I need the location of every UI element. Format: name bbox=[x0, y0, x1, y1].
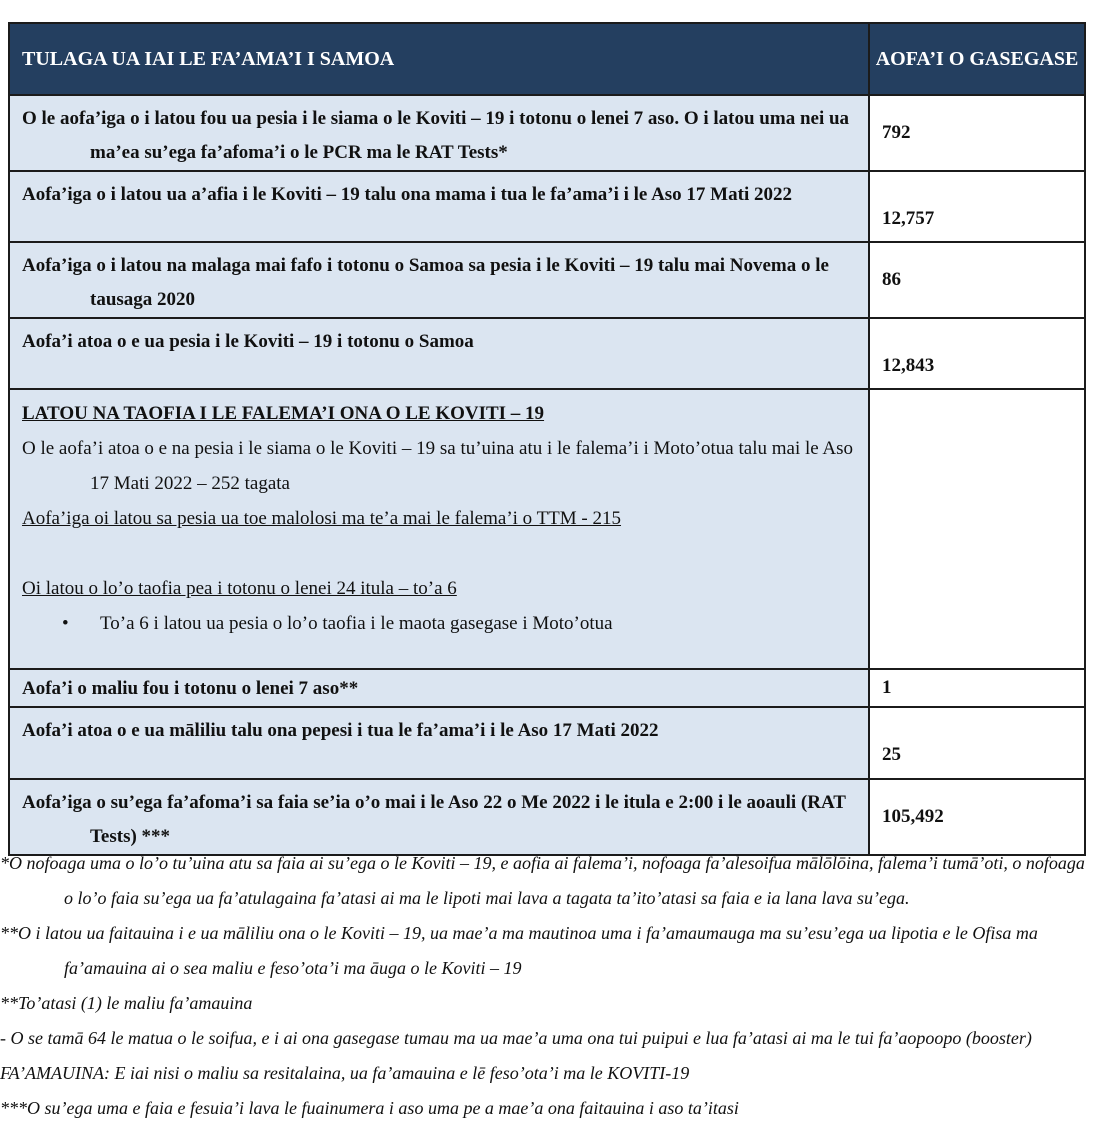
hospital-bullet-text: To’a 6 i latou ua pesia o lo’o taofia i le maota gasegase i Moto’otua bbox=[100, 613, 613, 634]
hospital-section bbox=[9, 389, 869, 669]
row-label bbox=[9, 171, 869, 242]
row-label-line1: Aofa’i o maliu fou i totonu o lenei 7 aso** bbox=[22, 678, 359, 699]
footnote-4: - O se tamā 64 le matua o le soifua, e i ai ona gasegase tumau ma ua mae’a uma ona tui puipui e lua fa’atasi ai ma le tui fa’aopoopo (booster) bbox=[0, 1028, 1032, 1048]
footnote-2-line2: fa’amauina ai o sea maliu e feso’ota’i ma āuga o le Koviti – 19 bbox=[64, 958, 522, 978]
table-row bbox=[9, 669, 1085, 707]
hospital-section-row bbox=[9, 389, 1085, 669]
hospital-section-title: LATOU NA TAOFIA I LE FALEMA’I ONA O LE KOVITI – 19 bbox=[22, 403, 545, 424]
hospital-total-line2: 17 Mati 2022 – 252 tagata bbox=[90, 473, 290, 494]
row-label-line1: O le aofa’iga o i latou fou ua pesia i le siama o le Koviti – 19 i totonu o lenei 7 aso. O i latou uma nei ua bbox=[22, 108, 850, 129]
hospital-bullet-item bbox=[22, 606, 858, 641]
hospital-current: Oi latou o lo’o taofia pea i totonu o lenei 24 itula – to’a 6 bbox=[22, 578, 457, 599]
header-status-label: TULAGA UA IAI LE FA’AMA’I I SAMOA bbox=[9, 23, 869, 95]
bullet-icon: • bbox=[62, 613, 69, 634]
row-value: 86 bbox=[869, 242, 1085, 318]
row-label bbox=[9, 707, 869, 779]
table-row bbox=[9, 318, 1085, 389]
table-header-row bbox=[9, 23, 1085, 95]
footnote-6: ***O su’ega uma e faia e fesuia’i lava le fuainumera i aso uma pe a mae’a ona faitauina i aso ta’itasi bbox=[0, 1098, 739, 1118]
row-value: 12,757 bbox=[869, 171, 1085, 242]
footnotes bbox=[0, 846, 1110, 1126]
row-label bbox=[9, 242, 869, 318]
row-value: 105,492 bbox=[869, 779, 1085, 855]
row-label-line1: Aofa’i atoa o e ua māliliu talu ona pepesi i tua le fa’ama’i i le Aso 17 Mati 2022 bbox=[22, 720, 659, 741]
row-label-line1: Aofa’iga o su’ega fa’afoma’i sa faia se’ia o’o mai i le Aso 22 o Me 2022 i le itula e 2:00 i le aoauli (RAT bbox=[22, 792, 846, 813]
row-label-line1: Aofa’i atoa o e ua pesia i le Koviti – 19 i totonu o Samoa bbox=[22, 331, 474, 352]
row-label-line1: Aofa’iga o i latou na malaga mai fafo i totonu o Samoa sa pesia i le Koviti – 19 talu mai Novema o le bbox=[22, 255, 829, 276]
row-label-line1: Aofa’iga o i latou ua a’afia i le Koviti – 19 talu ona mama i tua le fa’ama’i i le Aso 17 Mati 2022 bbox=[22, 184, 792, 205]
table-row bbox=[9, 707, 1085, 779]
row-value: 792 bbox=[869, 95, 1085, 171]
footnote-2-line1: **O i latou ua faitauina i e ua māliliu ona o le Koviti – 19, ua mae’a ma mautinoa uma i fa’amaumauga ma su’esu’ega ua lipotia e le Ofisa ma bbox=[0, 923, 1038, 943]
row-label bbox=[9, 779, 869, 855]
table-row bbox=[9, 242, 1085, 318]
footnote-3: **To’atasi (1) le maliu fa’amauina bbox=[0, 993, 253, 1013]
row-label bbox=[9, 318, 869, 389]
hospital-recovered: Aofa’iga oi latou sa pesia ua toe malolosi ma te’a mai le falema’i o TTM - 215 bbox=[22, 508, 622, 529]
hospital-value-empty bbox=[869, 389, 1085, 669]
header-count-label: AOFA’I O GASEGASE bbox=[869, 23, 1085, 95]
row-label-line2: tausaga 2020 bbox=[90, 289, 196, 310]
table-row bbox=[9, 779, 1085, 855]
covid-status-table bbox=[8, 22, 1086, 856]
table-row bbox=[9, 171, 1085, 242]
row-label-line2: Tests) *** bbox=[90, 826, 171, 847]
row-value: 25 bbox=[869, 707, 1085, 779]
footnote-1-line1: *O nofoaga uma o lo’o tu’uina atu sa faia ai su’ega o le Koviti – 19, e aofia ai falema’i, nofoaga fa’alesoifua mālōlōina, falema’i tumā’oti, o nofoaga bbox=[0, 853, 1085, 873]
row-label bbox=[9, 669, 869, 707]
row-value: 1 bbox=[869, 669, 1085, 707]
hospital-total-line1: O le aofa’i atoa o e na pesia i le siama o le Koviti – 19 sa tu’uina atu i le falema’i i Moto’otua talu mai le Aso bbox=[22, 438, 853, 459]
table-row bbox=[9, 95, 1085, 171]
footnote-5: FA’AMAUINA: E iai nisi o maliu sa resitalaina, ua fa’amauina e lē feso’ota’i ma le KOVITI-19 bbox=[0, 1063, 690, 1083]
row-label bbox=[9, 95, 869, 171]
row-value: 12,843 bbox=[869, 318, 1085, 389]
footnote-1-line2: o lo’o faia su’ega ua fa’atulagaina fa’atasi ai ma le lipoti mai lava a tagata ta’ito’atasi sa faia e ia lana lava su’ega. bbox=[64, 888, 910, 908]
row-label-line2: ma’ea su’ega fa’afoma’i o le PCR ma le RAT Tests* bbox=[90, 142, 508, 163]
